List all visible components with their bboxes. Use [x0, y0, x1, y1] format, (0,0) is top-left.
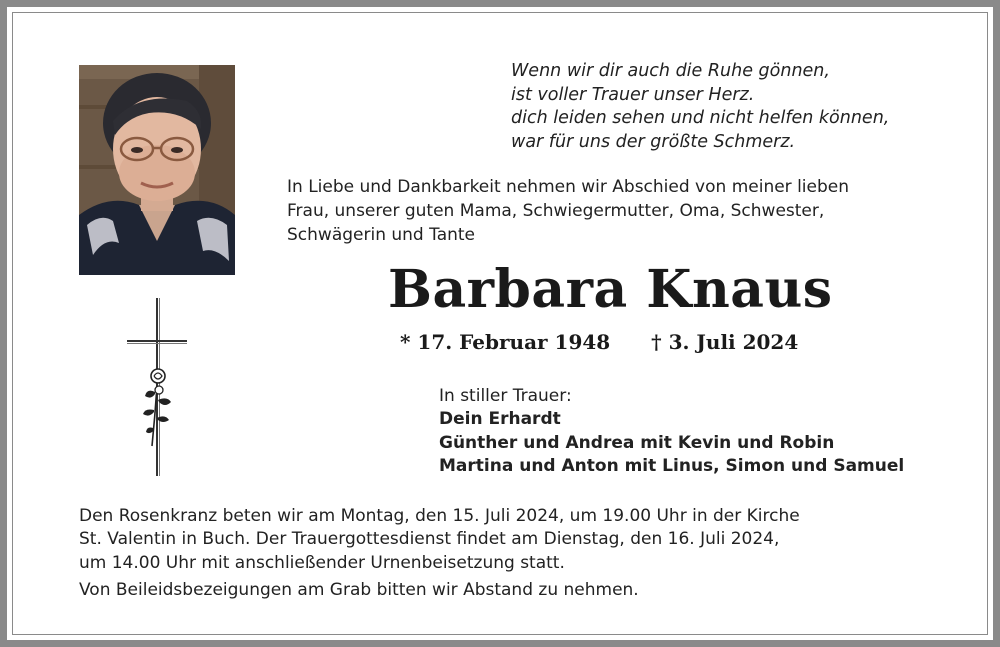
intro-line: Frau, unserer guten Mama, Schwiegermutter, Oma, Schwester,	[287, 200, 825, 221]
service-line: Den Rosenkranz beten wir am Montag, den 15. Juli 2024, um 19.00 Uhr in der Kirche	[79, 506, 800, 526]
life-dates	[400, 328, 820, 356]
deceased-name: Barbara Knaus	[388, 259, 833, 320]
poem-line: ist voller Trauer unser Herz.	[511, 84, 755, 105]
service-line: um 14.00 Uhr mit anschließender Urnenbeisetzung statt.	[79, 552, 565, 573]
service-line: St. Valentin in Buch. Der Trauergottesdienst findet am Dienstag, den 16. Juli 2024,	[79, 529, 780, 550]
mourners-heading: In stiller Trauer:	[439, 386, 572, 406]
poem-line: war für uns der größte Schmerz.	[511, 131, 796, 152]
poem-line: dich leiden sehen und nicht helfen können,	[511, 108, 890, 128]
closing-note: Von Beileidsbezeigungen am Grab bitten wir Abstand zu nehmen.	[79, 580, 639, 600]
poem	[511, 60, 951, 154]
cross-with-rose-drawing	[125, 296, 191, 478]
birth-date: * 17. Februar 1948	[400, 330, 611, 354]
mourner-name: Günther und Andrea mit Kevin und Robin	[439, 432, 835, 453]
mourner-name: Dein Erhardt	[439, 409, 561, 430]
mourners-block	[439, 385, 959, 478]
portrait-photo	[79, 65, 235, 275]
portrait-photo-drawing	[79, 65, 235, 275]
intro-text	[287, 176, 927, 247]
cross-with-rose-icon	[125, 296, 191, 478]
death-date: † 3. Juli 2024	[651, 330, 799, 354]
intro-line: Schwägerin und Tante	[287, 224, 476, 245]
mourner-name: Martina und Anton mit Linus, Simon und Samuel	[439, 455, 905, 476]
service-info	[79, 505, 959, 575]
poem-line: Wenn wir dir auch die Ruhe gönnen,	[511, 61, 830, 81]
intro-line: In Liebe und Dankbarkeit nehmen wir Abschied von meiner lieben	[287, 177, 849, 197]
